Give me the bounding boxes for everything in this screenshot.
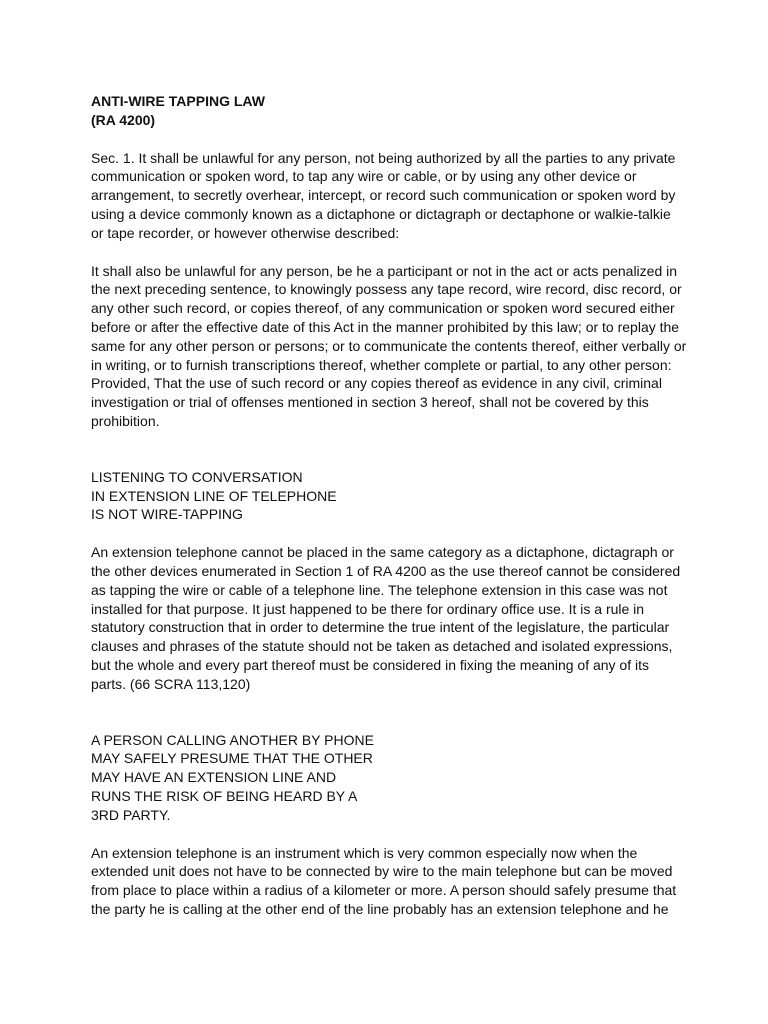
text-line: using a device commonly known as a dictaphone or dictagraph or dectaphone or walkie-talkie bbox=[91, 205, 671, 222]
text-line: same for any other person or persons; or to communicate the contents thereof, either verbally or bbox=[91, 337, 687, 354]
title-line: ANTI-WIRE TAPPING LAW bbox=[91, 93, 265, 109]
text-line: parts. (66 SCRA 113,120) bbox=[91, 675, 251, 692]
text-line: in writing, or to furnish transcriptions thereof, whether complete or partial, to any other person: bbox=[91, 356, 672, 373]
text-line: communication or spoken word, to tap any wire or cable, or by using any other device or bbox=[91, 168, 637, 185]
text-line: before or after the effective date of this Act in the manner prohibited by this law; or to replay the bbox=[91, 318, 680, 335]
text-line: but the whole and every part thereof must be considered in fixing the meaning of any of its bbox=[91, 656, 649, 673]
text-line: installed for that purpose. It just happened to be there for ordinary office use. It is a rule in bbox=[91, 600, 645, 617]
text-line: An extension telephone is an instrument which is very common especially now when the bbox=[91, 844, 638, 861]
title-line: (RA 4200) bbox=[91, 111, 156, 128]
document-body bbox=[91, 92, 691, 938]
text-line: the next preceding sentence, to knowingly possess any tape record, wire record, disc record, or bbox=[91, 281, 682, 298]
text-line: clauses and phrases of the statute should not be taken as detached and isolated expressions, bbox=[91, 638, 673, 655]
text-line: any other such record, or copies thereof, of any communication or spoken word secured either bbox=[91, 300, 675, 317]
text-line: or tape recorder, or however otherwise described: bbox=[91, 224, 400, 241]
extension-telephone-paragraph bbox=[91, 543, 691, 693]
text-line: the party he is calling at the other end of the line probably has an extension telephone and he bbox=[91, 900, 669, 917]
text-line: arrangement, to secretly overhear, intercept, or record such communication or spoken word by bbox=[91, 187, 676, 204]
text-line: statutory construction that in order to determine the true intent of the legislature, the particular bbox=[91, 619, 670, 636]
text-line: as tapping the wire or cable of a telephone line. The telephone extension in this case was not bbox=[91, 581, 668, 598]
text-line: An extension telephone cannot be placed in the same category as a dictaphone, dictagraph or bbox=[91, 544, 674, 561]
text-line: investigation or trial of offenses mentioned in section 3 hereof, shall not be covered by this bbox=[91, 394, 649, 411]
text-line: extended unit does not have to be connected by wire to the main telephone but can be moved bbox=[91, 863, 673, 880]
possession-paragraph bbox=[91, 262, 691, 431]
text-line: It shall also be unlawful for any person, be he a participant or not in the act or acts penalized in bbox=[91, 262, 678, 279]
spacer bbox=[91, 713, 691, 731]
heading-line: LISTENING TO CONVERSATION bbox=[91, 468, 303, 485]
heading-line: RUNS THE RISK OF BEING HEARD BY A bbox=[91, 787, 358, 804]
extension-instrument-paragraph bbox=[91, 844, 691, 919]
heading-line: MAY SAFELY PRESUME THAT THE OTHER bbox=[91, 750, 373, 767]
heading-line: IS NOT WIRE-TAPPING bbox=[91, 506, 243, 523]
text-line: prohibition. bbox=[91, 412, 160, 429]
heading-line: 3RD PARTY. bbox=[91, 806, 171, 823]
text-line: the other devices enumerated in Section 1 of RA 4200 as the use thereof cannot be considered bbox=[91, 562, 681, 579]
heading-line: A PERSON CALLING ANOTHER BY PHONE bbox=[91, 731, 374, 748]
heading-line: MAY HAVE AN EXTENSION LINE AND bbox=[91, 769, 337, 786]
section-heading-caller-presumption bbox=[91, 731, 691, 825]
section-1-paragraph bbox=[91, 149, 691, 243]
text-line: from place to place within a radius of a kilometer or more. A person should safely presume that bbox=[91, 882, 677, 899]
document-title bbox=[91, 92, 691, 130]
text-line: Provided, That the use of such record or any copies thereof as evidence in any civil, criminal bbox=[91, 375, 662, 392]
section-heading-extension-line bbox=[91, 468, 691, 524]
spacer bbox=[91, 450, 691, 468]
text-line: Sec. 1. It shall be unlawful for any person, not being authorized by all the parties to any private bbox=[91, 149, 676, 166]
heading-line: IN EXTENSION LINE OF TELEPHONE bbox=[91, 487, 337, 504]
